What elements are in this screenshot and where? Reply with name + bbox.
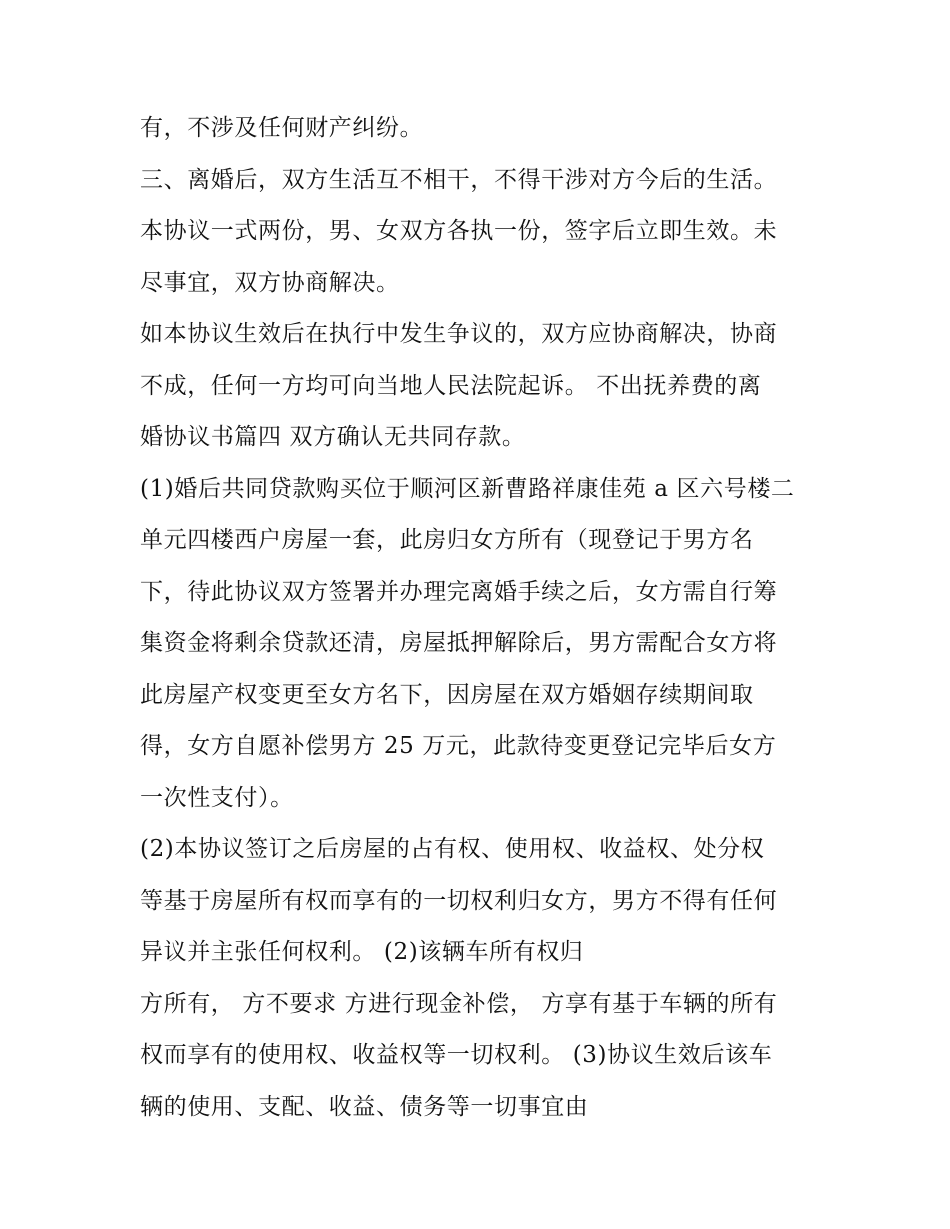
text-line: 一次性支付）。 — [140, 784, 294, 811]
text-line: 单元四楼西户房屋一套，此房归女方所有（现登记于男方名 — [140, 527, 754, 553]
text-line: 有，不涉及任何财产纠纷。 — [140, 115, 424, 141]
text-line: 得，女方自愿补偿男方 25 万元，此款待变更登记完毕后女方 — [140, 733, 777, 759]
text-line: 辆的使用、支配、收益、债务等一切事宜由 — [140, 1093, 589, 1120]
text-line: (2)本协议签订之后房屋的占有权、使用权、收益权、处分权 — [140, 836, 765, 862]
text-line: 此房屋产权变更至女方名下，因房屋在双方婚姻存续期间取 — [140, 681, 754, 708]
text-line: 方所有， 方不要求 方进行现金补偿， 方享有基于车辆的所有 — [140, 990, 778, 1017]
text-line: 下，待此协议双方签署并办理完离婚手续之后，女方需自行筹 — [140, 578, 778, 605]
text-line: 尽事宜，双方协商解决。 — [140, 269, 400, 296]
text-line: 三、离婚后，双方生活互不相干，不得干涉对方今后的生活。 — [140, 166, 778, 193]
text-line: 不成，任何一方均可向当地人民法院起诉。 不出抚养费的离 — [140, 372, 762, 399]
text-line: 婚协议书篇四 双方确认无共同存款。 — [140, 424, 526, 450]
text-line: 集资金将剩余贷款还清，房屋抵押解除后，男方需配合女方将 — [140, 630, 778, 656]
text-line: 权而享有的使用权、收益权等一切权利。 (3)协议生效后该车 — [140, 1042, 773, 1068]
text-line: 异议并主张任何权利。 (2)该辆车所有权归 — [140, 939, 584, 965]
text-line: 等基于房屋所有权而享有的一切权利归女方，男方不得有任何 — [140, 887, 778, 914]
document-body — [140, 108, 820, 1138]
text-line: (1)婚后共同贷款购买位于顺河区新曹路祥康佳苑 a 区六号楼二 — [140, 475, 795, 502]
text-line: 如本协议生效后在执行中发生争议的，双方应协商解决，协商 — [140, 321, 778, 347]
text-line: 本协议一式两份，男、女双方各执一份，签字后立即生效。未 — [140, 218, 778, 244]
